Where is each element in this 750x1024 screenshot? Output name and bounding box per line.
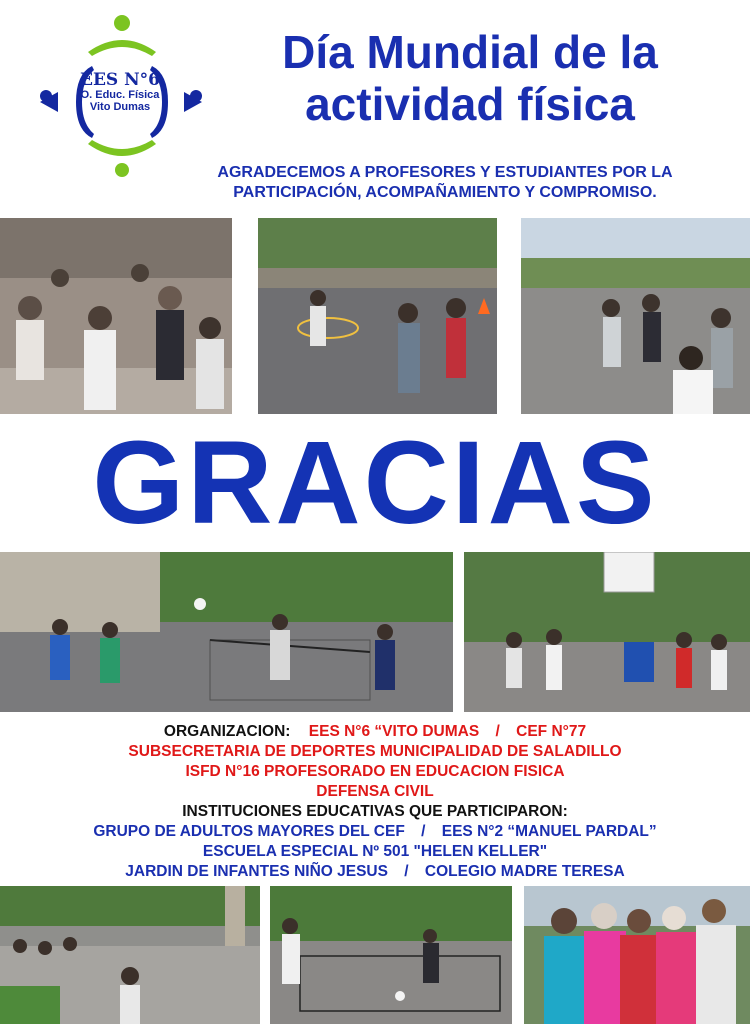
title-line-1: Día Mundial de la	[282, 26, 658, 78]
organizer-defensa-civil: DEFENSA CIVIL	[316, 783, 434, 800]
credits-block	[0, 722, 750, 882]
logo-school-number: EES N°6	[80, 70, 160, 90]
participant-ees2: EES N°2 “MANUEL PARDAL”	[441, 823, 657, 840]
photo-crowd-students	[0, 218, 232, 414]
organizer-ees6: EES N°6 “VITO DUMAS	[308, 723, 480, 740]
page-title	[205, 26, 735, 130]
photo-basketball-court	[464, 552, 750, 712]
photo-footvolley-game	[0, 552, 453, 712]
photo-walk-participants	[521, 218, 750, 414]
photo-street-activity	[258, 218, 497, 414]
logo-subtitle: O. Educ. Física	[80, 89, 160, 101]
title-line-2: actividad física	[305, 78, 635, 130]
separator: /	[495, 723, 500, 740]
separator: /	[421, 823, 426, 840]
participants-line-3	[0, 862, 750, 882]
photo-net-game	[270, 886, 512, 1024]
participant-jardin: JARDIN DE INFANTES NIÑO JESUS	[125, 863, 388, 880]
organization-label: ORGANIZACION:	[163, 723, 291, 740]
photo-plaza-crowd	[0, 886, 260, 1024]
organization-line	[0, 722, 750, 742]
organizer-subsecretaria: SUBSECRETARIA DE DEPORTES MUNICIPALIDAD DE SALADILLO	[128, 743, 622, 760]
photo-seniors-group	[524, 886, 750, 1024]
thanks-subtitle	[150, 163, 740, 203]
participants-line-1	[0, 822, 750, 842]
participant-madre-teresa: COLEGIO MADRE TERESA	[424, 863, 625, 880]
participants-heading: INSTITUCIONES EDUCATIVAS QUE PARTICIPARON:	[182, 803, 568, 820]
organizer-isfd16: ISFD N°16 PROFESORADO EN EDUCACION FISICA	[185, 763, 565, 780]
participant-adultos-mayores: GRUPO DE ADULTOS MAYORES DEL CEF	[93, 823, 405, 840]
gracias-heading: GRACIAS	[92, 417, 658, 549]
subtitle-line-1: AGRADECEMOS A PROFESORES Y ESTUDIANTES POR LA	[217, 164, 673, 181]
participant-escuela-especial: ESCUELA ESPECIAL Nº 501 "HELEN KELLER"	[202, 843, 548, 860]
organizer-cef77: CEF N°77	[516, 723, 587, 740]
logo-name: Vito Dumas	[89, 101, 151, 113]
school-logo	[36, 14, 204, 182]
subtitle-line-2: PARTICIPACIÓN, ACOMPAÑAMIENTO Y COMPROMISO.	[233, 184, 657, 201]
separator: /	[404, 863, 409, 880]
